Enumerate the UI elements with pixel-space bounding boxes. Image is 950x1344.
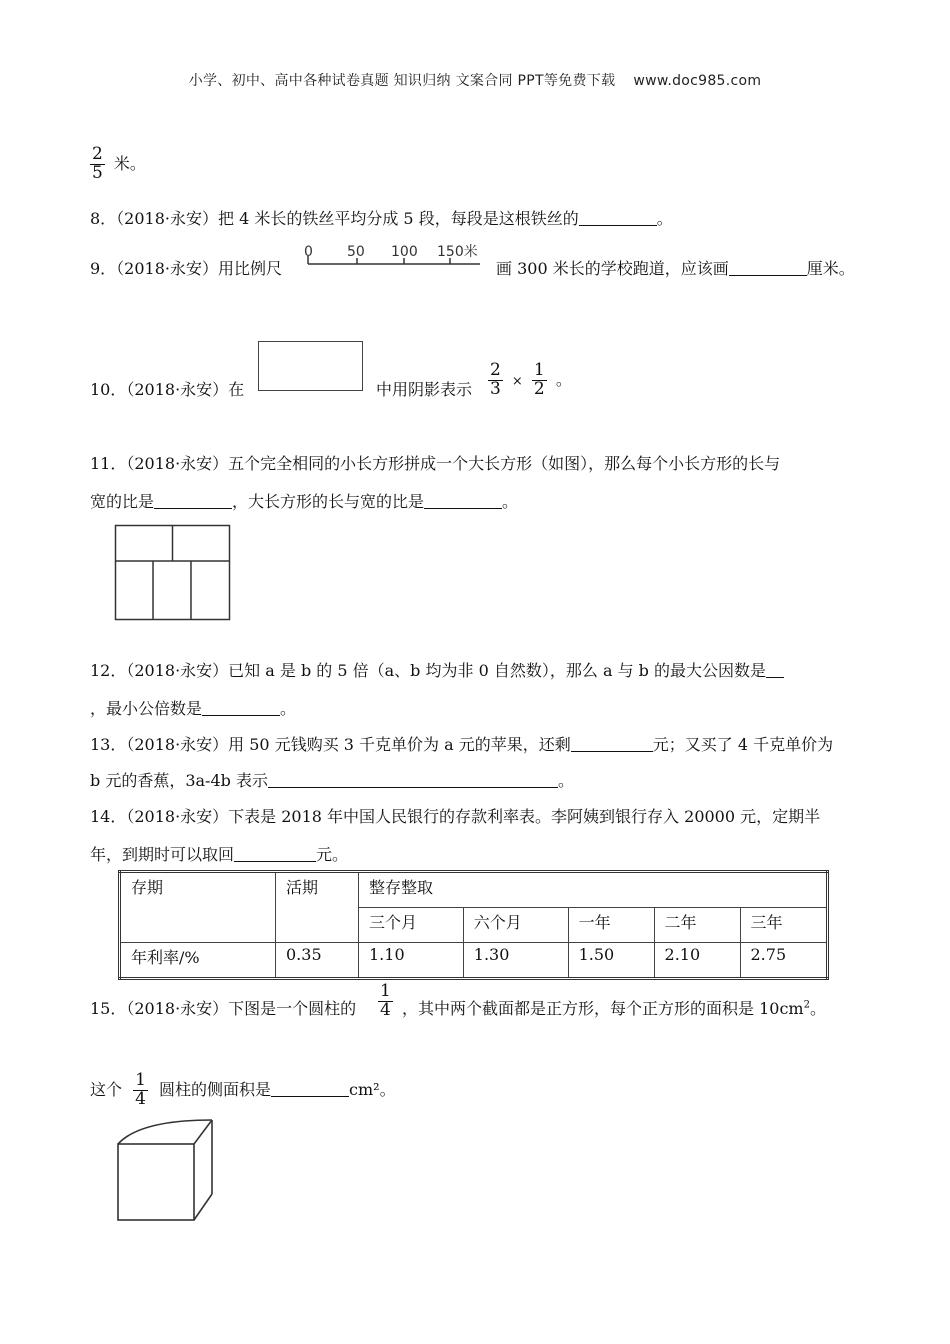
quarter-cylinder-figure: [112, 1118, 218, 1222]
q15-line1-b-text: ，其中两个截面都是正方形，每个正方形的面积是 10cm: [402, 999, 804, 1018]
scale-label-100: 100: [391, 244, 418, 260]
fraction-2-5: $\frac{2}{5}$: [92, 144, 103, 183]
q11-line2-a: 宽的比是: [90, 492, 155, 511]
q11-answer-blank-1[interactable]: [154, 492, 232, 509]
header-site: www.doc985.com: [633, 73, 762, 89]
subheader-3m: 三个月: [359, 908, 464, 943]
q11-end: 。: [502, 492, 519, 511]
q9-pre: 9．（2018·永安）用比例尺: [90, 259, 282, 278]
q12-line1: [90, 658, 784, 681]
q13-line1: [90, 732, 833, 755]
q13-answer-blank-2[interactable]: [268, 771, 558, 788]
row-label: 年利率/%: [120, 942, 276, 978]
q11-line2-b: ，大长方形的长与宽的比是: [232, 492, 425, 511]
q15-superscript: 2: [803, 999, 810, 1011]
q15-line1-b: [402, 996, 826, 1019]
q12-line1-text: 12．（2018·永安）已知 a 是 b 的 5 倍（a、b 均为非 0 自然数），那么 a 与 b 的最大公因数是: [90, 661, 766, 680]
q11-line1: 11．（2018·永安）五个完全相同的小长方形拼成一个大长方形（如图），那么每个小长方形的长与: [90, 454, 781, 473]
interest-rate-table: [118, 870, 829, 980]
q14-line2: [90, 842, 348, 865]
scale-label-50: 50: [347, 244, 365, 260]
q10-pre: 10．（2018·永安）在: [90, 380, 245, 399]
q10-blank-rectangle: [258, 341, 363, 391]
q8-text: 8．（2018·永安）把 4 米长的铁丝平均分成 5 段，每段是这根铁丝的: [90, 209, 579, 228]
q15-fraction-wrap: [378, 983, 393, 1020]
q12-answer-blank-2[interactable]: [202, 699, 280, 716]
q13-line2-text: b 元的香蕉，3a-4b 表示: [90, 771, 268, 790]
q15-unit: cm²。: [349, 1079, 396, 1099]
header-current: 活期: [276, 872, 359, 943]
value-2y: 2.10: [654, 942, 740, 978]
header-text: 小学、初中、高中各种试卷真题 知识归纳 文案合同 PPT等免费下载: [188, 73, 616, 89]
scale-ruler-icon: [300, 242, 490, 276]
q15-line1-end: 。: [809, 999, 826, 1018]
header-fixed: 整存整取: [359, 872, 828, 908]
fraction-1-4: $\frac{1}{4}$: [380, 981, 391, 1020]
q14-line1: 14．（2018·永安）下表是 2018 年中国人民银行的存款利率表。李阿姨到银行存入 20000 元，定期半: [90, 807, 821, 826]
page-header: [0, 70, 950, 90]
question-8: [90, 206, 673, 229]
q12-end: 。: [280, 699, 297, 718]
q12-line2-text: ，最小公倍数是: [90, 699, 203, 718]
value-6m: 1.30: [463, 942, 568, 978]
q9-post-line: [496, 256, 855, 279]
q15-answer-blank[interactable]: [271, 1080, 349, 1097]
fraction-1-4-second: $\frac{1}{4}$: [135, 1070, 146, 1109]
q14-line2-text: 年，到期时可以取回: [90, 845, 235, 864]
table-header-row: [120, 872, 828, 908]
q12-line2: [90, 696, 296, 719]
value-3m: 1.10: [359, 942, 464, 978]
q9-answer-blank[interactable]: [729, 259, 807, 276]
q14-answer-blank[interactable]: [234, 845, 316, 862]
q7-unit: 米。: [113, 153, 146, 173]
q13-answer-blank-1[interactable]: [571, 735, 653, 752]
q14-unit: 元。: [316, 845, 349, 864]
subheader-1y: 一年: [568, 908, 654, 943]
q11-answer-blank-2[interactable]: [424, 492, 502, 509]
q13-line2: [90, 768, 574, 791]
subheader-3y: 三年: [740, 908, 828, 943]
value-current: 0.35: [276, 942, 359, 978]
q15-line2-b: 圆柱的侧面积是: [159, 1079, 272, 1099]
scale-label-0: 0: [304, 244, 313, 260]
q15-line2: [90, 1072, 396, 1109]
header-period: 存期: [120, 872, 276, 943]
q9-unit: 厘米。: [806, 259, 855, 278]
question-9: [90, 256, 282, 279]
times-sign: ×: [511, 373, 523, 389]
fraction-1-2: $\frac{1}{2}$: [533, 360, 545, 399]
subheader-2y: 二年: [654, 908, 740, 943]
q9-post: 画 300 米长的学校跑道，应该画: [496, 259, 729, 278]
q10-end: 。: [555, 369, 572, 389]
q13-end: 。: [557, 771, 574, 790]
rectangles-figure: [114, 524, 232, 622]
q12-answer-blank-1[interactable]: [766, 661, 784, 678]
value-3y: 2.75: [740, 942, 828, 978]
q10-expression: [488, 362, 572, 399]
q7-tail: [90, 146, 146, 183]
q8-end: 。: [656, 209, 673, 228]
q15-line1-a: 15．（2018·永安）下图是一个圆柱的: [90, 999, 357, 1018]
q13-line1-a: 13．（2018·永安）用 50 元钱购买 3 千克单价为 a 元的苹果，还剩: [90, 735, 571, 754]
table-row: [120, 942, 828, 978]
fraction-2-3: $\frac{2}{3}$: [490, 360, 501, 399]
value-1y: 1.50: [568, 942, 654, 978]
q13-line1-b: 元；又买了 4 千克单价为: [652, 735, 834, 754]
q11-line2: [90, 489, 518, 512]
q10-mid: 中用阴影表示: [376, 380, 473, 399]
scale-label-150: 150米: [437, 244, 478, 260]
q15-line2-a: 这个: [90, 1079, 123, 1099]
subheader-6m: 六个月: [463, 908, 568, 943]
q8-answer-blank[interactable]: [579, 209, 657, 226]
